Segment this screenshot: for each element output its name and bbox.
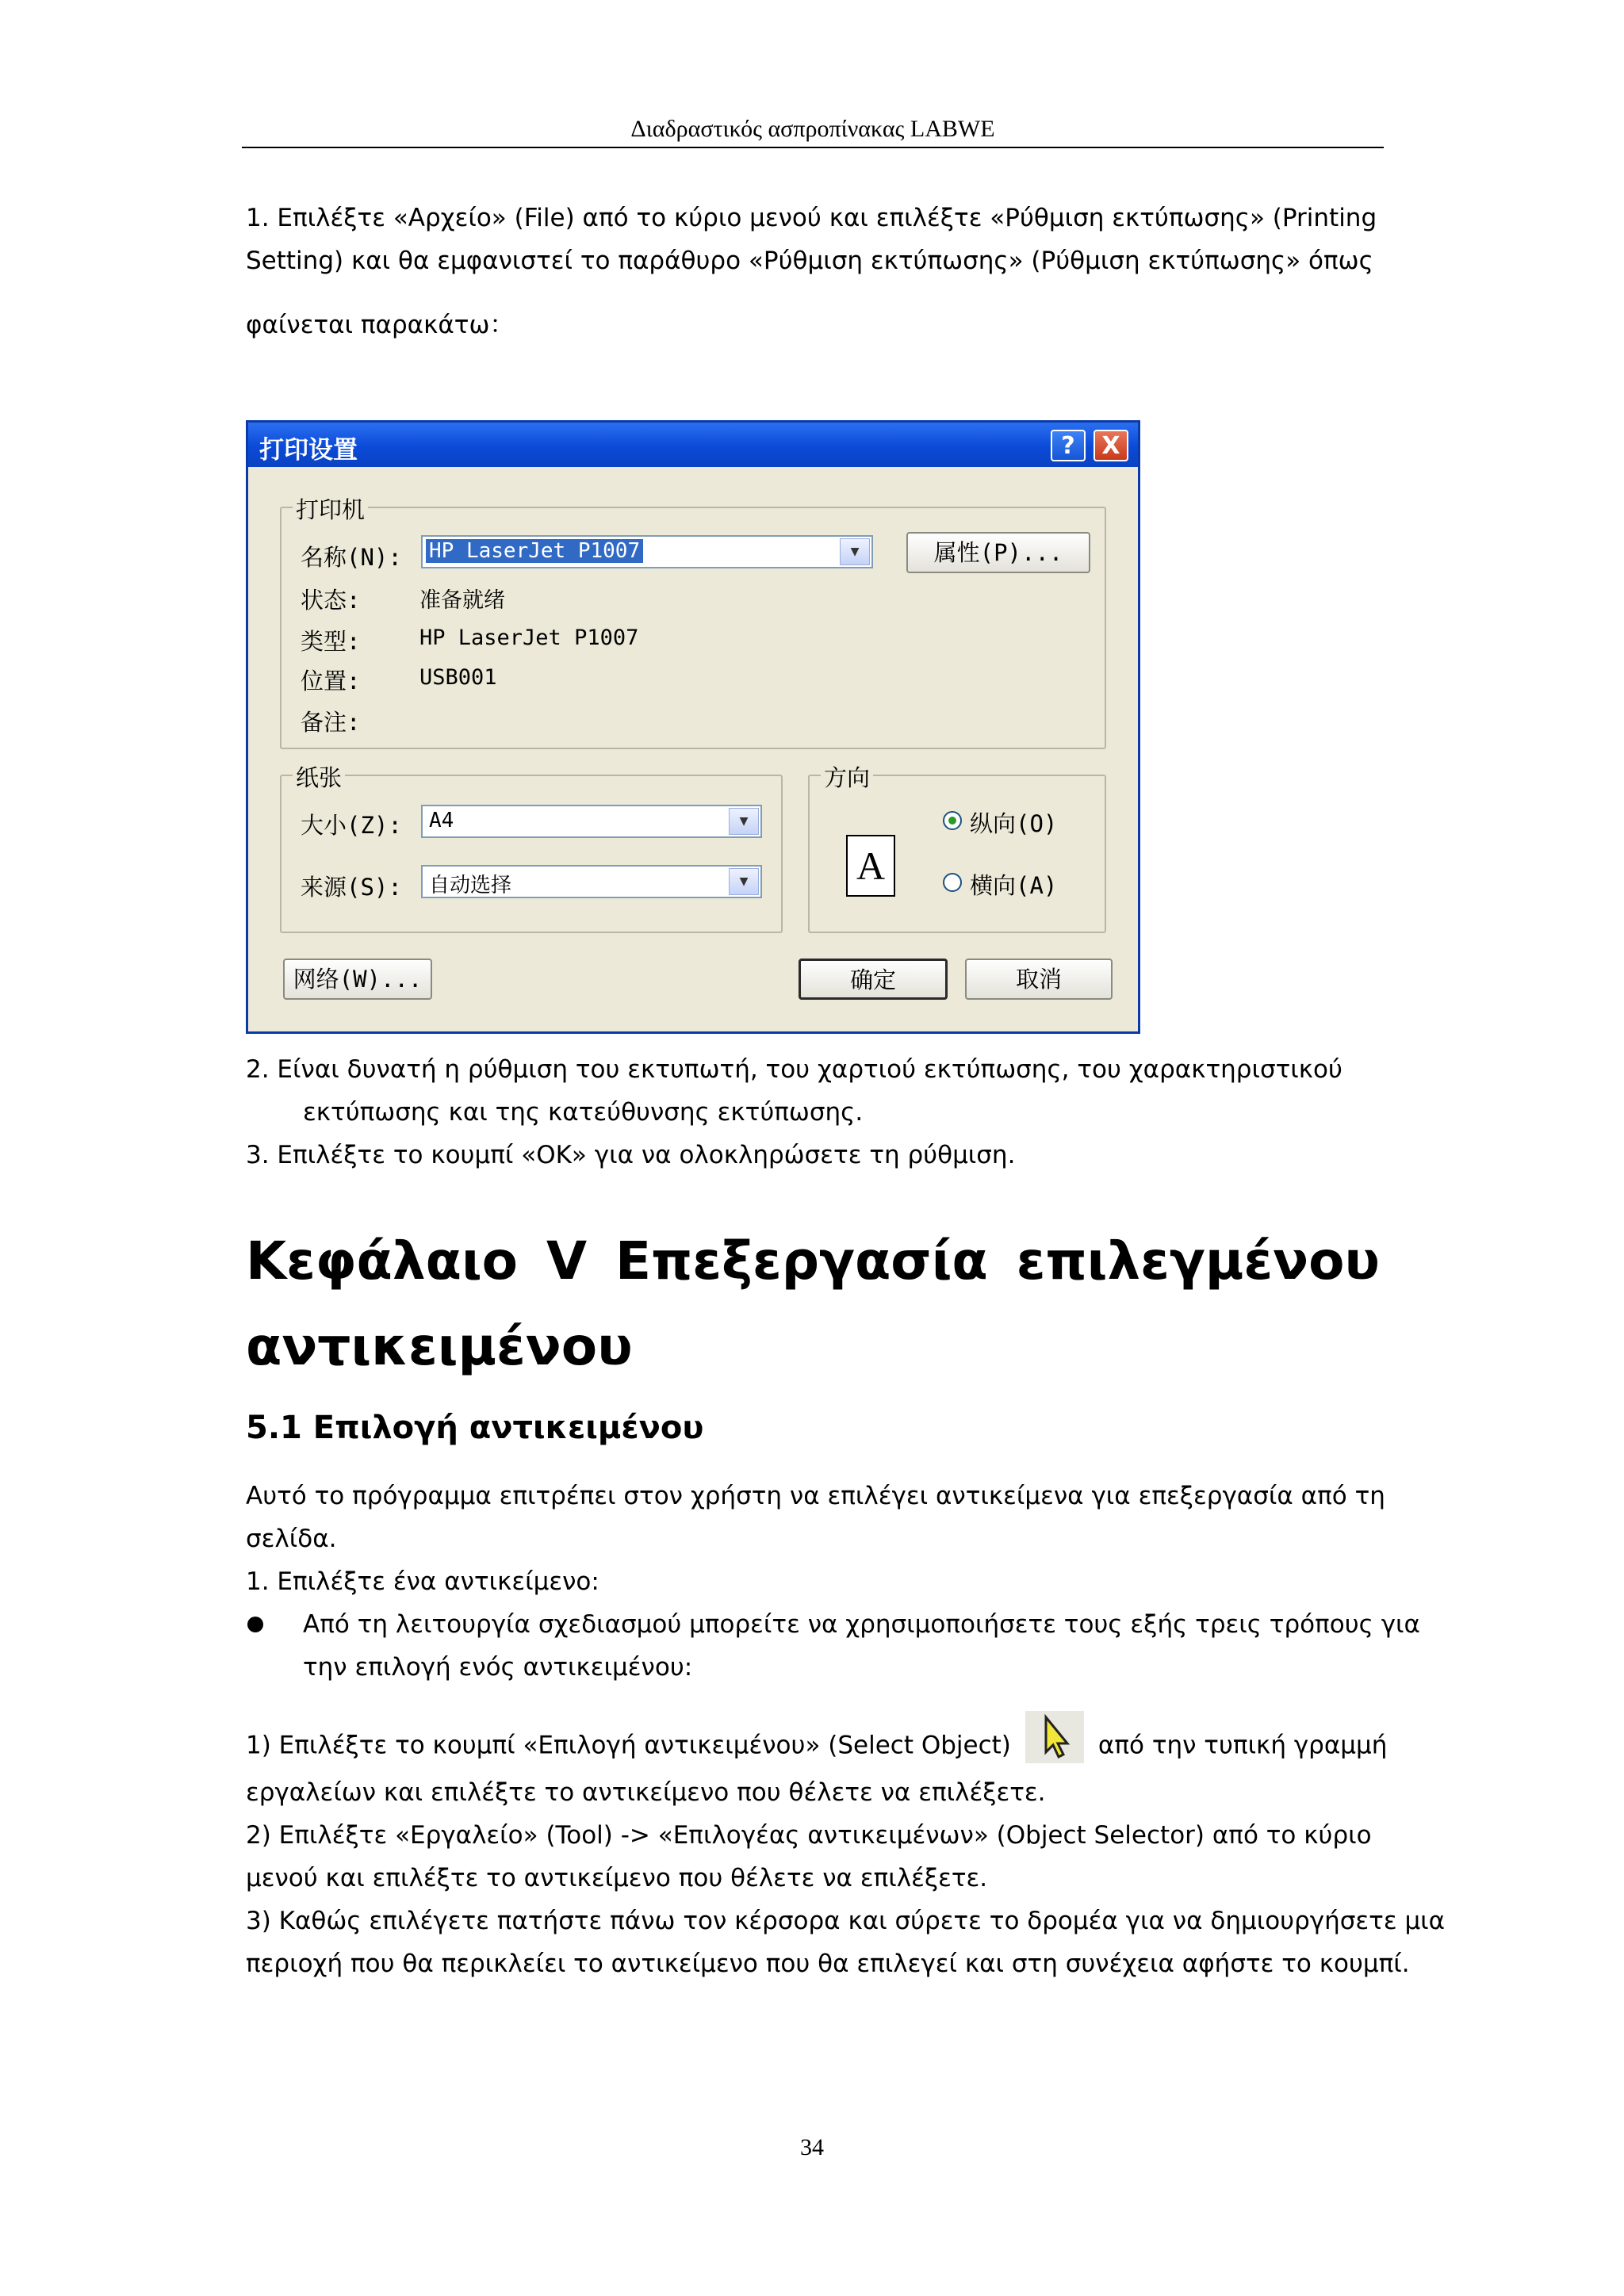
bullet-line-1: Από τη λειτουργία σχεδιασμού μπορείτε να χρησιμοποιήσετε τους εξής τρεις τρόπους για [303, 1610, 1420, 1639]
paper-group-legend: 纸张 [293, 760, 345, 793]
page-orientation-icon [846, 835, 895, 897]
printer-name-value: HP LaserJet P1007 [426, 539, 643, 563]
printer-group-legend: 打印机 [293, 492, 368, 525]
paper-source-select[interactable] [421, 865, 762, 898]
location-label: 位置: [301, 668, 361, 695]
way3-line-1: 3) Καθώς επιλέγετε πατήστε πάνω τον κέρσορα και σύρετε το δρομέα για να δημιουργήσετε μια [246, 1907, 1446, 1935]
section-title: 5.1 Επιλογή αντικειμένου [246, 1410, 704, 1446]
portrait-radio[interactable] [943, 811, 962, 830]
way1-line-1 [246, 1720, 1388, 1773]
orientation-group-legend: 方向 [821, 760, 873, 793]
location-value: USB001 [419, 665, 497, 690]
intro-line-1: 1. Επιλέξτε «Αρχείο» (File) από το κύριο μενού και επιλέξτε «Ρύθμιση εκτύπωσης» (Printing [246, 204, 1377, 232]
page-orientation-glyph: A [856, 844, 886, 888]
paper-group [280, 764, 783, 933]
chevron-down-icon[interactable]: ▼ [729, 808, 759, 835]
ok-button[interactable]: 确定 [799, 959, 948, 1000]
status-value: 准备就绪 [419, 588, 505, 613]
portrait-label: 纵向(O) [970, 810, 1058, 837]
dialog-titlebar [248, 423, 1138, 467]
properties-button[interactable]: 属性(P)... [906, 532, 1090, 573]
network-button[interactable]: 网络(W)... [283, 959, 432, 1000]
type-value: HP LaserJet P1007 [419, 626, 639, 650]
source-label: 来源(S): [301, 874, 402, 901]
comment-label: 备注: [301, 709, 361, 736]
name-label: 名称(N): [301, 544, 402, 571]
landscape-label: 横向(A) [970, 872, 1058, 899]
page-number: 34 [800, 2134, 824, 2160]
landscape-radio[interactable] [943, 873, 962, 892]
step3: 3. Επιλέξτε το κουμπί «OK» για να ολοκληρώσετε τη ρύθμιση. [246, 1141, 1016, 1169]
intro-line-3: φαίνεται παρακάτω： [246, 311, 515, 339]
chevron-down-icon[interactable]: ▼ [840, 538, 870, 565]
paper-size-value: A4 [429, 809, 454, 832]
paper-source-value: 自动选择 [429, 874, 512, 897]
dialog-title: 打印设置 [259, 436, 358, 465]
chevron-down-icon[interactable]: ▼ [729, 868, 759, 895]
status-label: 状态: [301, 587, 361, 614]
way2-line-1: 2) Επιλέξτε «Εργαλείο» (Tool) -> «Επιλογέας αντικειμένων» (Object Selector) από το κύριο [246, 1821, 1372, 1850]
close-button[interactable]: X [1094, 430, 1128, 461]
printer-name-select[interactable] [421, 535, 873, 568]
item-1: 1. Επιλέξτε ένα αντικείμενο: [246, 1567, 599, 1596]
section-para-line-2: σελίδα. [246, 1525, 337, 1553]
way1-line-2: εργαλείων και επιλέξτε το αντικείμενο που θέλετε να επιλέξετε. [246, 1778, 1046, 1807]
header-rule [242, 147, 1384, 148]
section-para-line-1: Αυτό το πρόγραμμα επιτρέπει στον χρήστη να επιλέγει αντικείμενα για επεξεργασία από τη [246, 1482, 1385, 1510]
way1-text-a: 1) Επιλέξτε το κουμπί «Επιλογή αντικειμένου» (Select Object) [246, 1731, 1011, 1760]
way2-line-2: μενού και επιλέξτε το αντικείμενο που θέλετε να επιλέξετε. [246, 1864, 988, 1892]
bullet-line-2: την επιλογή ενός αντικειμένου: [303, 1653, 693, 1682]
step2-line-2: εκτύπωσης και της κατεύθυνσης εκτύπωσης. [303, 1098, 864, 1127]
step2-line-1: 2. Είναι δυνατή η ρύθμιση του εκτυπωτή, του χαρτιού εκτύπωσης, του χαρακτηριστικού [246, 1055, 1342, 1084]
size-label: 大小(Z): [301, 812, 402, 839]
way1-text-b: από την τυπική γραμμή [1097, 1731, 1388, 1760]
select-object-icon [1025, 1711, 1084, 1763]
help-button[interactable]: ? [1051, 430, 1086, 461]
type-label: 类型: [301, 628, 361, 655]
cancel-button[interactable]: 取消 [965, 959, 1113, 1000]
chapter-title: Κεφάλαιο V Επεξεργασία επιλεγμένου αντικειμένου [246, 1230, 1380, 1377]
way3-line-2: περιοχή που θα περικλείει το αντικείμενο που θα επιλεγεί και στη συνέχεια αφήστε το κουμπί. [246, 1950, 1410, 1978]
paper-size-select[interactable] [421, 805, 762, 838]
print-settings-dialog [246, 420, 1140, 1034]
intro-line-2: Setting) και θα εμφανιστεί το παράθυρο «Ρύθμιση εκτύπωσης» (Ρύθμιση εκτύπωσης» όπως [246, 247, 1373, 275]
page-header: Διαδραστικός ασπροπίνακας LABWE [630, 116, 995, 142]
